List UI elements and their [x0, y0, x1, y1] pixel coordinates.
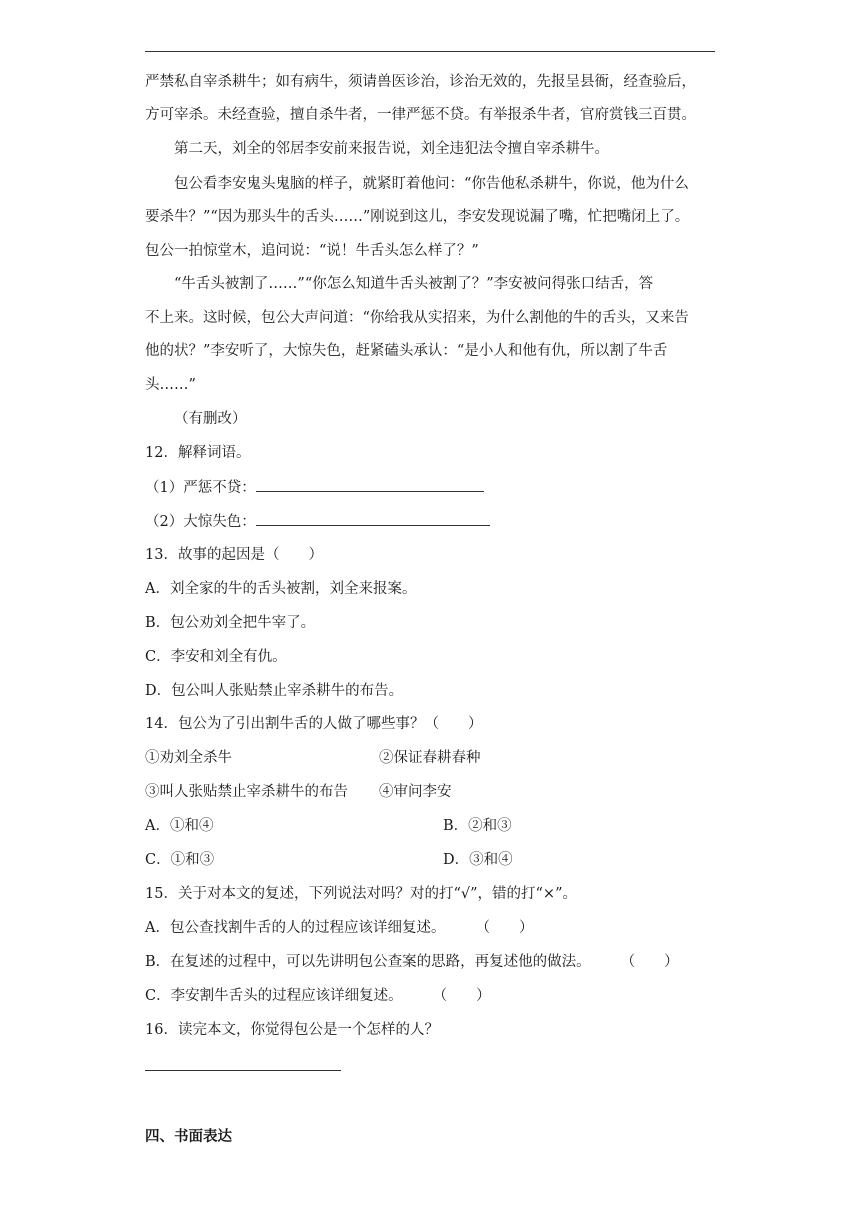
q12-stem: 12．解释词语。	[145, 445, 251, 461]
q14-option-c: C．①和③	[145, 852, 215, 868]
q14-stem: 14．包公为了引出割牛舌的人做了哪些事？（ ）	[145, 716, 483, 732]
passage-line: 头……”	[145, 377, 196, 393]
answer-parenthesis[interactable]: （ ）	[620, 954, 679, 970]
q16-stem: 16．读完本文，你觉得包公是一个怎样的人？	[145, 1022, 439, 1038]
answer-parenthesis[interactable]: （ ）	[432, 988, 491, 1004]
q12-item-1	[145, 477, 484, 498]
q14-option-b: B．②和③	[443, 818, 512, 834]
q13-option-d: D．包公叫人张贴禁止宰杀耕牛的布告。	[145, 683, 404, 699]
q13-option-b: B．包公劝刘全把牛宰了。	[145, 615, 316, 631]
q12-item-2-label: （2）大惊失色：	[145, 514, 256, 530]
header-rule	[145, 51, 715, 52]
passage-line: 他的状？”李安听了，大惊失色，赶紧磕头承认：“是小人和他有仇，所以割了牛舌	[145, 343, 668, 359]
q15-stem: 15．关于对本文的复述，下列说法对吗？对的打“√”，错的打“×”。	[145, 886, 577, 902]
answer-parenthesis[interactable]: （ ）	[475, 920, 534, 936]
passage-line: 严禁私自宰杀耕牛；如有病牛，须请兽医诊治，诊治无效的，先报呈县衙，经查验后，	[145, 74, 696, 90]
q14-option-d: D．③和④	[443, 852, 513, 868]
answer-line[interactable]	[145, 1070, 341, 1071]
q13-option-a: A．刘全家的牛的舌头被割，刘全来报案。	[145, 581, 417, 597]
passage-line: 方可宰杀。未经查验，擅自杀牛者，一律严惩不贷。有举报杀牛者，官府赏钱三百贯。	[145, 107, 696, 123]
q12-item-2	[145, 511, 490, 532]
passage-line: “牛舌头被割了……”“你怎么知道牛舌头被割了？”李安被问得张口结舌，答	[174, 276, 654, 292]
section-heading: 四、书面表达	[145, 1128, 232, 1145]
q13-option-c: C．李安和刘全有仇。	[145, 649, 287, 665]
q15-item-c-text: C．李安割牛舌头的过程应该详细复述。	[145, 988, 403, 1004]
passage-line: 不上来。这时候，包公大声问道：“你给我从实招来，为什么割他的牛的舌头，又来告	[145, 310, 689, 326]
q15-item-c	[145, 986, 491, 1006]
q12-item-1-label: （1）严惩不贷：	[145, 480, 256, 496]
q15-item-a	[145, 918, 533, 938]
passage-line: 第二天，刘全的邻居李安前来报告说，刘全违犯法令擅自宰杀耕牛。	[174, 141, 609, 157]
q15-item-b-text: B．在复述的过程中，可以先讲明包公查案的思路，再复述他的做法。	[145, 954, 591, 970]
passage-line: 包公看李安鬼头鬼脑的样子，就紧盯着他问：“你告他私杀耕牛，你说，他为什么	[174, 176, 689, 192]
source-note: （有删改）	[174, 411, 247, 427]
q15-item-a-text: A．包公查找割牛舌的人的过程应该详细复述。	[145, 920, 446, 936]
q14-option-a: A．①和④	[145, 818, 214, 834]
q14-choice-3: ③叫人张贴禁止宰杀耕牛的布告	[145, 784, 348, 800]
q13-stem: 13．故事的起因是（ ）	[145, 547, 323, 563]
answer-blank[interactable]	[256, 511, 490, 526]
passage-line: 包公一拍惊堂木，追问说：“说！牛舌头怎么样了？”	[145, 243, 479, 259]
answer-blank[interactable]	[256, 477, 484, 492]
q14-choice-4: ④审问李安	[379, 784, 452, 800]
q15-item-b	[145, 952, 679, 972]
q14-choice-2: ②保证春耕春种	[379, 750, 481, 766]
passage-line: 要杀牛？”“因为那头牛的舌头……”刚说到这儿，李安发现说漏了嘴，忙把嘴闭上了。	[145, 209, 690, 225]
q14-choice-1: ①劝刘全杀牛	[145, 750, 232, 766]
